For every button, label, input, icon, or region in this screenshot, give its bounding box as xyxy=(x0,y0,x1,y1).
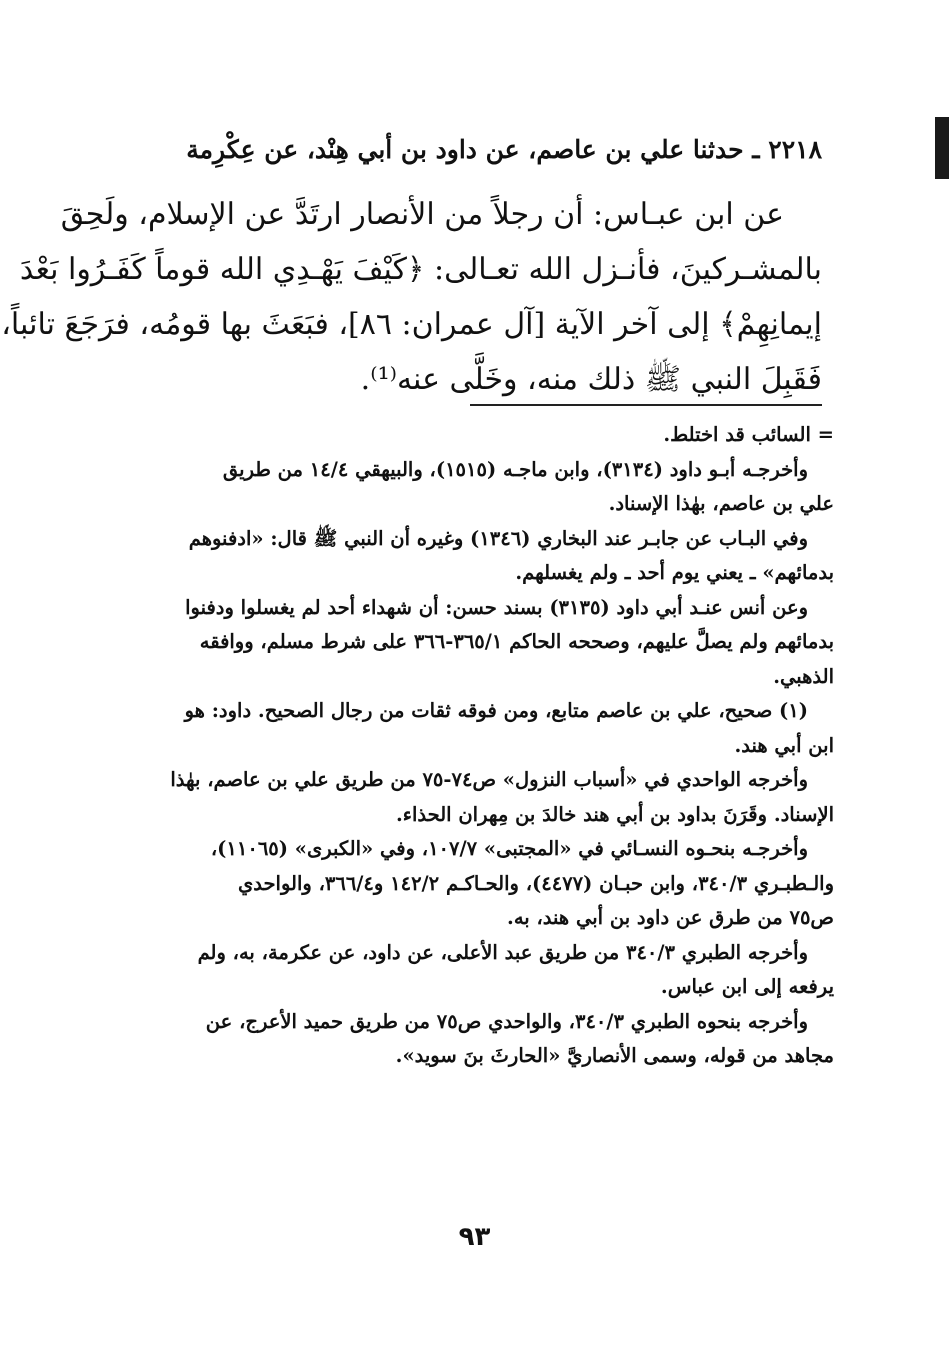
footnote-line: وأخرجه الواحدي في «أسباب النزول» ص٧٤-٧٥ من طريق علي بن عاصم، بهٰذا xyxy=(170,768,808,791)
footnote-line: ابن أبي هند. xyxy=(734,733,834,757)
footnote-paragraph xyxy=(112,591,834,695)
footnote-paragraph xyxy=(112,936,834,1005)
footnote-line: والـطبـري ٣٤٠/٣، وابن حبـان (٤٤٧٧)، والحـاكـم ١٤٢/٢ و٣٦٦/٤، والواحدي xyxy=(237,871,834,895)
footnote-line: وفي البـاب عن جابـر عند البخاري (١٣٤٦) وغيره أن النبي ﷺ قال: «ادفنوهم xyxy=(188,526,808,550)
hadith-heading: ٢٢١٨ ـ حدثنا علي بن عاصم، عن داود بن أبي هِنْد، عن عِكْرِمة xyxy=(186,135,822,164)
footnote-paragraph xyxy=(112,1005,834,1074)
footnote-line: بدمائهم» ـ يعني يوم أحد ـ ولم يغسلهم. xyxy=(515,561,834,584)
footnote-separator xyxy=(470,404,822,406)
footnote-line: ص٧٥ من طرق عن داود بن أبي هند، به. xyxy=(507,906,834,929)
footnote-line: وأخرجه الطبري ٣٤٠/٣ من طريق عبد الأعلى، عن داود، عن عكرمة، به، ولم xyxy=(197,940,808,964)
footnote-line: وأخرجه بنحوه الطبري ٣٤٠/٣، والواحدي ص٧٥ من طريق حميد الأعرج، عن xyxy=(205,1009,808,1033)
hadith-line: فَقَبِلَ النبي ﷺ ذلك منه، وخَلَّى عنه⁽¹⁾. xyxy=(360,362,822,397)
page-number: ٩٣ xyxy=(458,1222,491,1252)
footnote-paragraph xyxy=(112,453,834,522)
footnotes xyxy=(112,418,834,1074)
page-edge-tab xyxy=(935,117,949,179)
footnote-line: مجاهد من قوله، وسمى الأنصاريَّ «الحارثَ بنَ سويد». xyxy=(395,1044,834,1067)
footnote-line: الذهبي. xyxy=(773,664,834,688)
footnote-line: علي بن عاصم، بهٰذا الإسناد. xyxy=(608,492,834,515)
footnote-line: وأخرجـه أبـو داود (٣١٣٤)، وابن ماجـه (١٥١٥)، والبيهقي ١٤/٤ من طريق xyxy=(222,457,808,481)
footnote-line: الإسناد. وقَرَنَ بداود بن أبي هند خالدَ بن مِهران الحذاء. xyxy=(396,802,834,826)
footnote-paragraph xyxy=(112,763,834,832)
hadith-line: بالمشـركينَ، فأنـزل الله تعـالى: ﴿كَيْفَ يَهْـدِي الله قوماً كَفَـرُوا بَعْدَ xyxy=(19,252,822,287)
footnote-paragraph xyxy=(112,694,834,763)
footnote-paragraph xyxy=(112,832,834,936)
footnote-line: يرفعه إلى ابن عباس. xyxy=(660,975,834,998)
footnote-line: = السائب قد اختلط. xyxy=(663,423,834,446)
footnote-paragraph xyxy=(112,418,834,453)
footnote-line: وأخرجـه بنحـوه النسـائي في «المجتبى» ١٠٧/٧، وفي «الكبرى» (١١٠٦٥)، xyxy=(210,837,808,860)
footnote-paragraph xyxy=(112,522,834,591)
hadith-line: إيمانِهِمْ﴾ إلى آخر الآية [آل عمران: ٨٦]، فبَعَثَ بها قومُه، فرَجَعَ تائباً، xyxy=(1,307,822,342)
footnote-line: (١) صحيح، علي بن عاصم متابع، ومن فوقه ثقات من رجال الصحيح. داود: هو xyxy=(184,699,808,722)
footnote-line: بدمائهم ولم يصلَّ عليهم، وصححه الحاكم ٣٦٥/١-٣٦٦ على شرط مسلم، ووافقه xyxy=(199,630,834,653)
footnote-line: وعن أنس عنـد أبي داود (٣١٣٥) بسند حسن: أن شهداء أحد لم يغسلوا ودفنوا xyxy=(185,595,808,619)
hadith-line: عن ابن عبـاس: أن رجلاً من الأنصار ارتَدَّ عن الإسلام، ولَحِقَ xyxy=(60,197,784,232)
hadith-text xyxy=(1,187,822,407)
